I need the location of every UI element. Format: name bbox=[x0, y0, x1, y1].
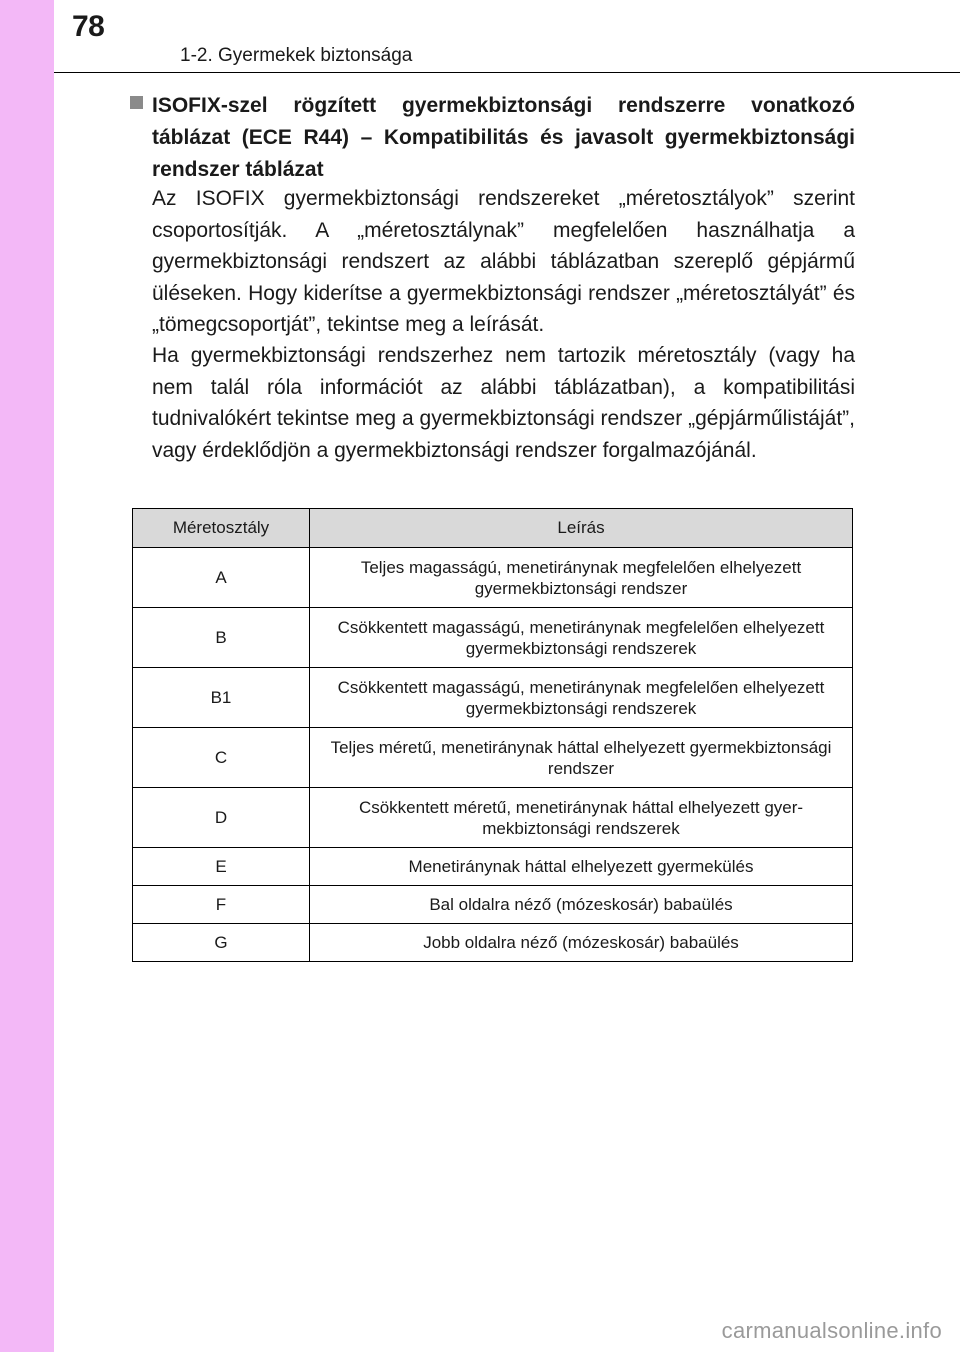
header-description: Leírás bbox=[310, 509, 853, 548]
description-cell: Jobb oldalra néző (mózeskosár) babaülés bbox=[310, 924, 853, 962]
size-class-cell: D bbox=[133, 788, 310, 848]
size-class-cell: A bbox=[133, 548, 310, 608]
table-row bbox=[133, 608, 853, 668]
table-row bbox=[133, 668, 853, 728]
header-divider bbox=[54, 72, 960, 73]
description-cell: Csökkentett méretű, menetiránynak háttal elhelyezett gyermekbiztonsági rendszerek bbox=[310, 788, 853, 848]
watermark: carmanualsonline.info bbox=[721, 1318, 942, 1343]
compatibility-paragraph: Ha gyermekbiztonsági rendszerhez nem tartozik méretosztály (vagy ha nem talál róla információt az alábbi táblázatban), a kompatibilitási tudnivalókért tekintse meg a gyermekbiztonsági rendszer „gépjárműlistáját”, vagy érdeklődjön a gyermekbiztonsági rendszer forgalmazójánál. bbox=[152, 344, 855, 462]
header-size-class: Méretosztály bbox=[133, 509, 310, 548]
table-row bbox=[133, 924, 853, 962]
size-class-cell: G bbox=[133, 924, 310, 962]
square-bullet-icon bbox=[130, 96, 143, 109]
size-class-cell: F bbox=[133, 886, 310, 924]
table-row bbox=[133, 548, 853, 608]
table-row bbox=[133, 886, 853, 924]
size-class-cell: C bbox=[133, 728, 310, 788]
size-class-table bbox=[132, 508, 853, 962]
subsection-heading bbox=[130, 90, 855, 186]
section-title: 1-2. Gyermekek biztonsága bbox=[180, 45, 413, 66]
table-row bbox=[133, 728, 853, 788]
intro-paragraph: Az ISOFIX gyermekbiztonsági rendszereket „méretosztályok” szerint csoportosítják. A „méretosztálynak” megfelelően használhatja a gyermekbiztonsági rendszert az alábbi táblázatban szereplő gépjármű üléseken. Hogy kiderítse a gyermekbiztonsági rendszer „méretosztályát” és „tömegcsoportját”, tekintse meg a leírását. bbox=[152, 187, 855, 336]
size-class-cell: B1 bbox=[133, 668, 310, 728]
description-cell: Csökkentett magasságú, menetiránynak megfelelően elhelyezett gyermekbiztonsági rendszerek bbox=[310, 608, 853, 668]
description-cell: Menetiránynak háttal elhelyezett gyermekülés bbox=[310, 848, 853, 886]
description-cell: Csökkentett magasságú, menetiránynak megfelelően elhelyezett gyermekbiztonsági rendszerek bbox=[310, 668, 853, 728]
subsection-heading-text: ISOFIX-szel rögzített gyermekbiztonsági rendszerre vonatkozó táblázat (ECE R44) – Kompatibilitás és javasolt gyermekbiztonsági rendszer táblázat bbox=[152, 94, 855, 181]
description-cell: Teljes magasságú, menetiránynak megfelelően elhelyezett gyermekbiztonsági rendszer bbox=[310, 548, 853, 608]
size-class-cell: B bbox=[133, 608, 310, 668]
description-cell: Teljes méretű, menetiránynak háttal elhelyezett gyermekbiztonsági rendszer bbox=[310, 728, 853, 788]
table-header-row bbox=[133, 509, 853, 548]
page-number: 78 bbox=[72, 10, 105, 43]
side-color-bar bbox=[0, 0, 54, 1352]
table-row bbox=[133, 848, 853, 886]
size-class-cell: E bbox=[133, 848, 310, 886]
description-cell: Bal oldalra néző (mózeskosár) babaülés bbox=[310, 886, 853, 924]
table-row bbox=[133, 788, 853, 848]
